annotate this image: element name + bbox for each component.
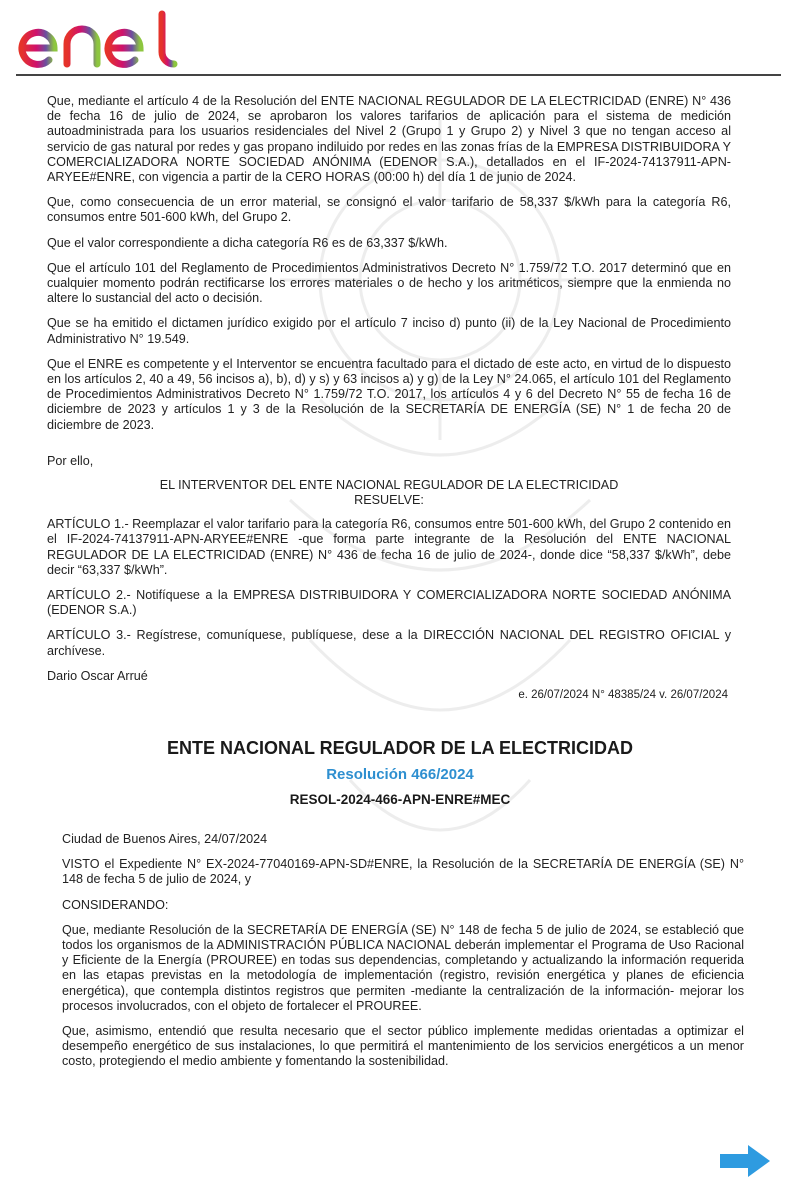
paragraph: Que se ha emitido el dictamen jurídico exigido por el artículo 7 inciso d) punto (ii) de la Ley Nacional de Procedimiento Administrativo N° 19.549. xyxy=(47,316,731,346)
paragraph: Que el valor correspondiente a dicha categoría R6 es de 63,337 $/kWh. xyxy=(47,235,448,250)
considerando-heading: CONSIDERANDO: xyxy=(62,897,169,912)
previous-resolution-resolutive xyxy=(47,454,731,683)
paragraph: Que el ENRE es competente y el Interventor se encuentra facultado para el dictado de este acto, en virtud de lo dispuesto en los artículos 2, 40 a 49, 56 incisos a), b), d) y s) y 63 incisos a) y g) de la Ley N° 24.065, el artículo 101 del Reglamento de Procedimientos Administrativos Decreto N° 1.759/72 T.O. 2017, los artículos 4 y 6 del Decreto N° 55 de fecha 16 de diciembre de 2023 y artículos 1 y 3 de la Resolución de la SECRETARÍA DE ENERGÍA (SE) N° 1 de fecha 20 de diciembre de 2023. xyxy=(47,356,731,432)
resolution-title: Resolución 466/2024 xyxy=(326,766,474,783)
article: ARTÍCULO 1.- Reemplazar el valor tarifario para la categoría R6, consumos entre 501-600 kWh, del Grupo 2 contenido en el IF-2024-74137911-APN-ARYEE#ENRE -que forma parte integrante de la Resolución del ENTE NACIONAL REGULADOR DE LA ELECTRICIDAD (ENRE) N° 436 de fecha 16 de julio de 2024-, donde dice “58,337 $/kWh”, debe decir “63,337 $/kWh”. xyxy=(47,517,731,577)
article: ARTÍCULO 3.- Regístrese, comuníquese, publíquese, dese a la DIRECCIÓN NACIONAL DEL REGISTRO OFICIAL y archívese. xyxy=(47,628,731,658)
new-resolution-body xyxy=(62,832,744,1080)
publication-reference: e. 26/07/2024 N° 48385/24 v. 26/07/2024 xyxy=(518,689,728,701)
resolution-date: Ciudad de Buenos Aires, 24/07/2024 xyxy=(62,832,268,846)
signature: Dario Oscar Arrué xyxy=(47,668,148,683)
arrow-right-icon[interactable] xyxy=(718,1143,772,1179)
interventor-line: EL INTERVENTOR DEL ENTE NACIONAL REGULADOR DE LA ELECTRICIDAD xyxy=(159,478,619,493)
paragraph: Que el artículo 101 del Reglamento de Procedimientos Administrativos Decreto N° 1.759/72 T.O. 2017 determinó que en cualquier momento podrán rectificarse los errores materiales o de hecho y los aritméticos, siempre que la enmienda no altere lo sustancial del acto o decisión. xyxy=(47,260,731,306)
organization-title: ENTE NACIONAL REGULADOR DE LA ELECTRICIDAD xyxy=(166,738,633,758)
paragraph: Que, mediante Resolución de la SECRETARÍA DE ENERGÍA (SE) N° 148 de fecha 5 de julio de 2024, se estableció que todos los organismos de la ADMINISTRACIÓN PÚBLICA NACIONAL deberán implementar el Programa de Uso Racional y Eficiente de la Energía (PROUREE) en todas sus dependencias, completando y actualizando la información requerida en las etapas previstas en la metodología de implementación (registro, revisión energética y planes de eficiencia energética), que contempla distintos registros que permiten -mediante la centralización de la información- mejorar los procesos involucrados, con el objeto de fortalecer el PROUREE. xyxy=(62,922,744,1013)
visto-paragraph: VISTO el Expediente N° EX-2024-77040169-APN-SD#ENRE, la Resolución de la SECRETARÍA DE ENERGÍA (SE) N° 148 de fecha 5 de julio de 2024, y xyxy=(62,857,744,887)
paragraph: Que, asimismo, entendió que resulta necesario que el sector público implemente medidas orientadas a optimizar el desempeño energético de sus instalaciones, lo que permitirá el mantenimiento de los servicios energéticos a un menor costo, protegiendo el medio ambiente y fomentando la sostenibilidad. xyxy=(62,1024,744,1069)
enel-logo xyxy=(16,8,181,70)
article: ARTÍCULO 2.- Notifíquese a la EMPRESA DISTRIBUIDORA Y COMERCIALIZADORA NORTE SOCIEDAD ANÓNIMA (EDENOR S.A.) xyxy=(47,588,731,618)
por-ello: Por ello, xyxy=(47,454,94,468)
resuelve-heading: RESUELVE: xyxy=(354,493,424,508)
header-divider xyxy=(16,74,781,76)
resolution-code: RESOL-2024-466-APN-ENRE#MEC xyxy=(289,792,511,807)
previous-resolution-considerandos xyxy=(47,94,731,443)
paragraph: Que, mediante el artículo 4 de la Resolución del ENTE NACIONAL REGULADOR DE LA ELECTRICIDAD (ENRE) N° 436 de fecha 16 de julio de 2024, se aprobaron los valores tarifarios de aplicación para el sistema de medición autoadministrada para los usuarios residenciales del Nivel 2 (Grupo 1 y Grupo 2) y Nivel 3 que no tengan acceso al servicio de gas natural por redes y gas propano indiluido por redes en las zonas frías de la EMPRESA DISTRIBUIDORA Y COMERCIALIZADORA NORTE SOCIEDAD ANÓNIMA (EDENOR S.A.), detallados en el IF-2024-74137911-APN-ARYEE#ENRE, con vigencia a partir de la CERO HORAS (00:00 h) del día 1 de junio de 2024. xyxy=(47,94,731,185)
paragraph: Que, como consecuencia de un error material, se consignó el valor tarifario de 58,337 $/kWh para la categoría R6, consumos entre 501-600 kWh, del Grupo 2. xyxy=(47,195,731,225)
